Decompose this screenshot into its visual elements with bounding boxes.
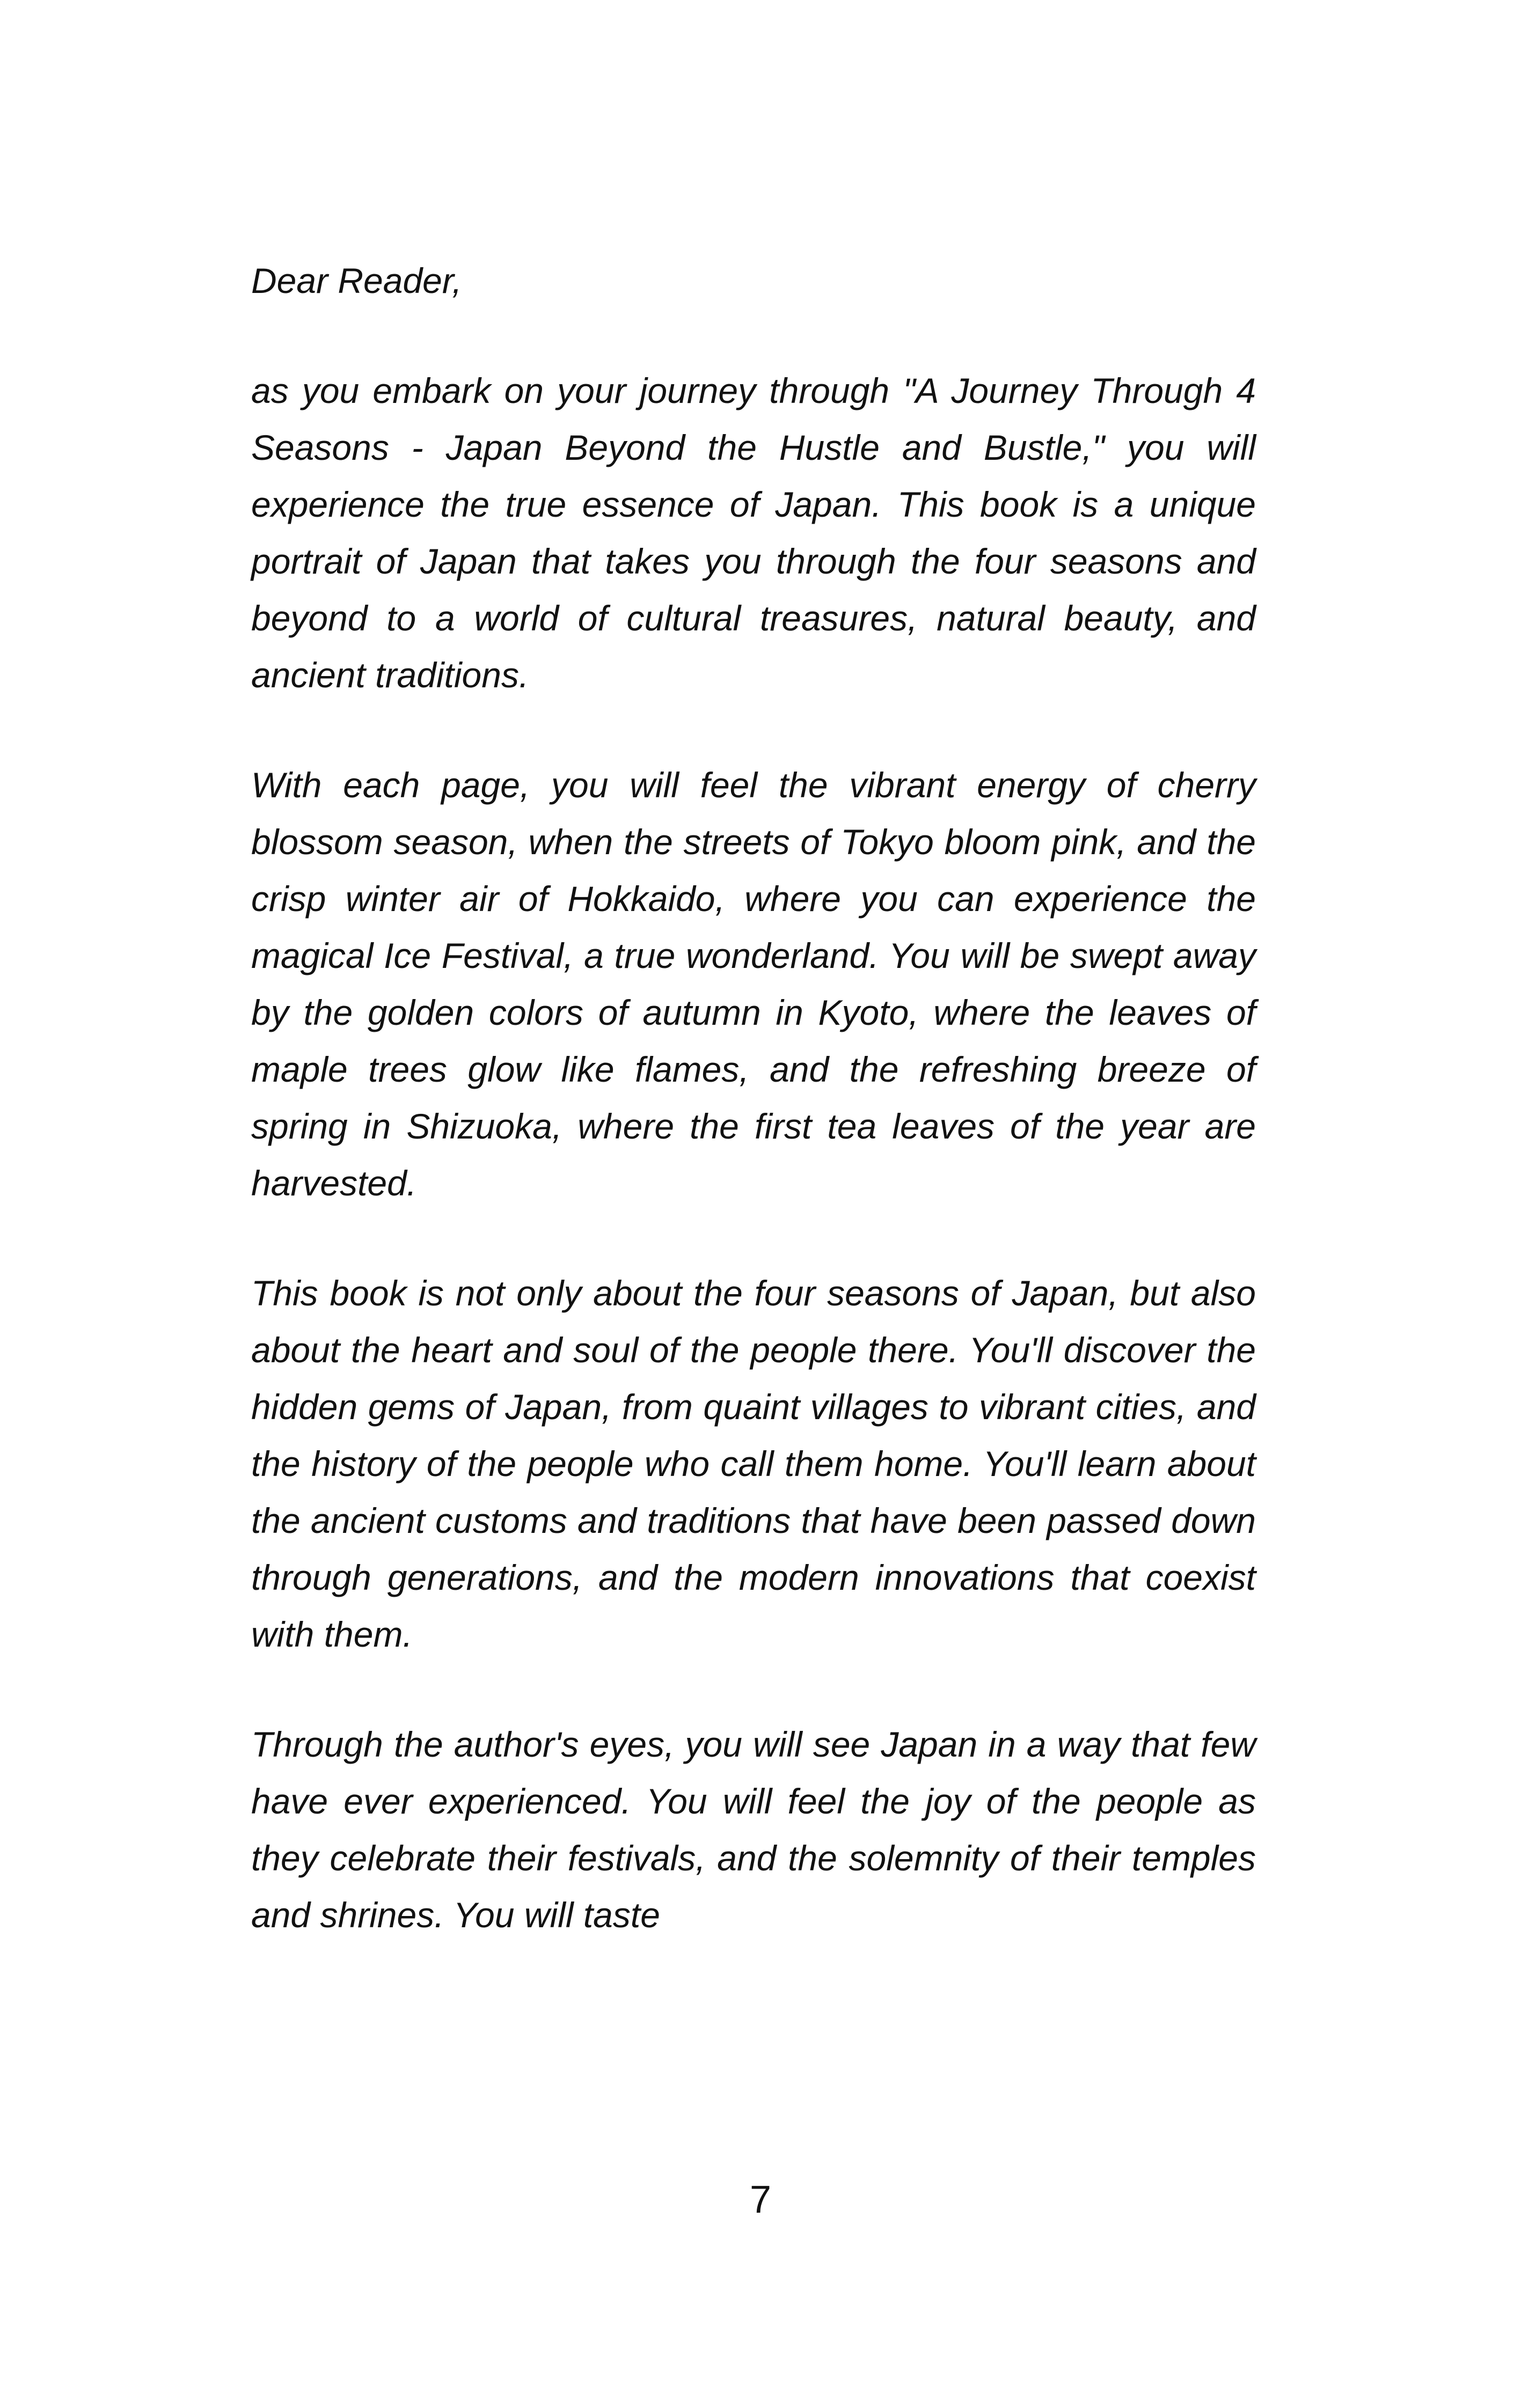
paragraph-seasons: With each page, you will feel the vibrant energy of cherry blossom season, when the streets of Tokyo bloom pink, and the crisp winter air of Hokkaido, where you can experience the magical Ice Festival, a true wonderland. You will be swept away by the golden colors of autumn in Kyoto, where the leaves of maple trees glow like flames, and the refreshing breeze of spring in Shizuoka, where the first tea leaves of the year are harvested. xyxy=(251,765,1256,1203)
paragraph-intro: as you embark on your journey through "A Journey Through 4 Seasons - Japan Beyond the Hustle and Bustle," you will experience the true essence of Japan. This book is a unique portrait of Japan that takes you through the four seasons and beyond to a world of cultural treasures, natural beauty, and ancient traditions. xyxy=(251,371,1256,695)
salutation: Dear Reader, xyxy=(251,261,462,300)
paragraph-people: This book is not only about the four seasons of Japan, but also about the heart and soul of the people there. You'll discover the hidden gems of Japan, from quaint villages to vibrant cities, and the history of the people who call them home. You'll learn about the ancient customs and traditions that have been passed down through generations, and the modern innovations that coexist with them. xyxy=(251,1273,1256,1654)
page-number: 7 xyxy=(749,2178,772,2221)
letter-body xyxy=(251,252,1256,1943)
paragraph-author: Through the author's eyes, you will see Japan in a way that few have ever experienced. You will feel the joy of the people as they celebrate their festivals, and the solemnity of their temples and shrines. You will taste xyxy=(251,1724,1256,1935)
